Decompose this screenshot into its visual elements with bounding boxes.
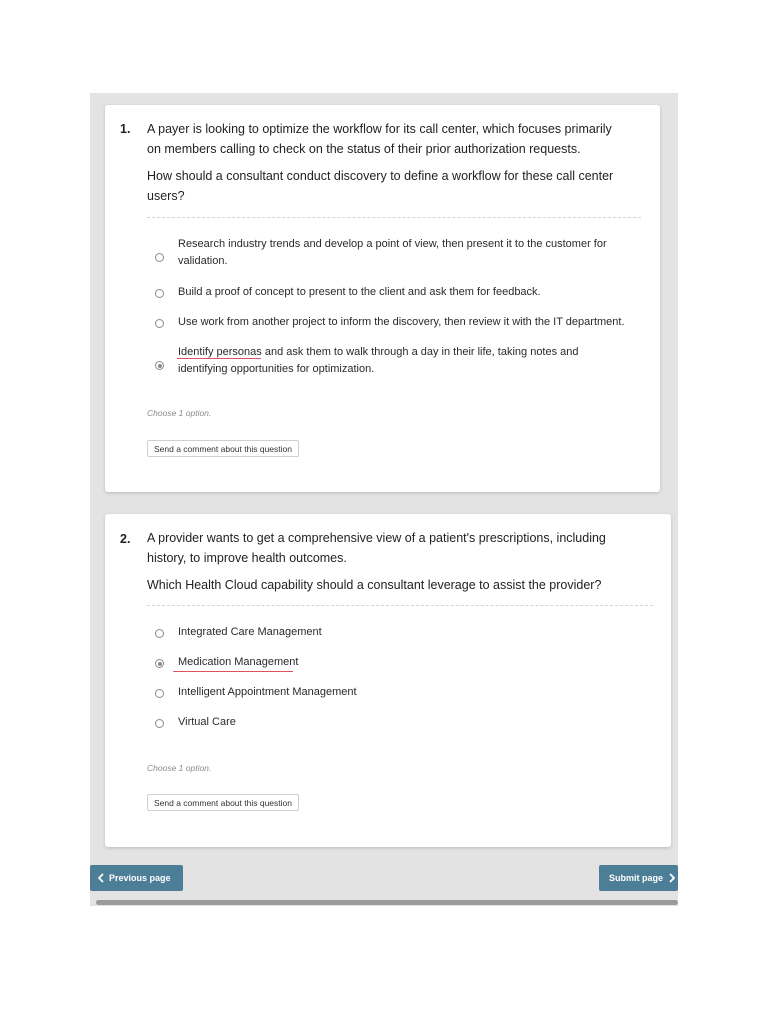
option-label: validation.	[178, 255, 228, 267]
divider	[147, 217, 641, 218]
quiz-frame	[90, 93, 678, 906]
question-prompt	[147, 166, 647, 206]
option-label: Build a proof of concept to present to the client and ask them for feedback.	[178, 286, 541, 298]
question-prompt-line: How should a consultant conduct discovery to define a workflow for these call center	[147, 169, 614, 183]
option-label: Medication Management	[178, 656, 299, 668]
submit-page-button[interactable]	[599, 865, 678, 891]
radio-button[interactable]	[155, 289, 164, 298]
option-label: Use work from another project to inform the discovery, then review it with the IT department.	[178, 316, 625, 328]
question-text	[147, 119, 647, 159]
question-text-line: history, to improve health outcomes.	[147, 551, 347, 565]
chevron-left-icon	[98, 873, 104, 883]
previous-page-label: Previous page	[109, 873, 171, 883]
annotation-underline	[173, 671, 293, 672]
chevron-right-icon	[669, 873, 675, 883]
submit-page-label: Submit page	[609, 873, 664, 883]
option-label: identifying opportunities for optimization.	[178, 363, 375, 375]
send-comment-button[interactable]: Send a comment about this question	[147, 794, 299, 811]
radio-button-selected[interactable]	[155, 361, 164, 370]
question-text-line: on members calling to check on the status of their prior authorization requests.	[147, 142, 581, 156]
question-number: 1.	[120, 122, 131, 136]
radio-button[interactable]	[155, 719, 164, 728]
choice-hint: Choose 1 option.	[147, 763, 212, 773]
radio-button[interactable]	[155, 253, 164, 262]
question-text-line: A provider wants to get a comprehensive view of a patient's prescriptions, including	[147, 531, 606, 545]
option-label: Identify personas and ask them to walk through a day in their life, taking notes and	[178, 346, 579, 358]
question-prompt	[147, 575, 657, 595]
option-label: Research industry trends and develop a point of view, then present it to the customer for	[178, 238, 607, 250]
question-prompt-line: Which Health Cloud capability should a consultant leverage to assist the provider?	[147, 578, 602, 592]
send-comment-button[interactable]: Send a comment about this question	[147, 440, 299, 457]
horizontal-scrollbar[interactable]	[96, 900, 678, 905]
option-label: Virtual Care	[178, 716, 236, 728]
radio-button-selected[interactable]	[155, 659, 164, 668]
question-text-line: A payer is looking to optimize the workflow for its call center, which focuses primarily	[147, 122, 612, 136]
annotation-underline	[177, 358, 261, 359]
radio-button[interactable]	[155, 629, 164, 638]
question-prompt-line: users?	[147, 189, 185, 203]
radio-button[interactable]	[155, 689, 164, 698]
option-label: Integrated Care Management	[178, 626, 322, 638]
previous-page-button[interactable]	[90, 865, 183, 891]
radio-button[interactable]	[155, 319, 164, 328]
question-card-1	[105, 105, 660, 492]
option-label: Intelligent Appointment Management	[178, 686, 357, 698]
question-card-2	[105, 514, 671, 847]
divider	[147, 605, 653, 606]
question-text	[147, 528, 657, 568]
question-number: 2.	[120, 532, 131, 546]
choice-hint: Choose 1 option.	[147, 408, 212, 418]
